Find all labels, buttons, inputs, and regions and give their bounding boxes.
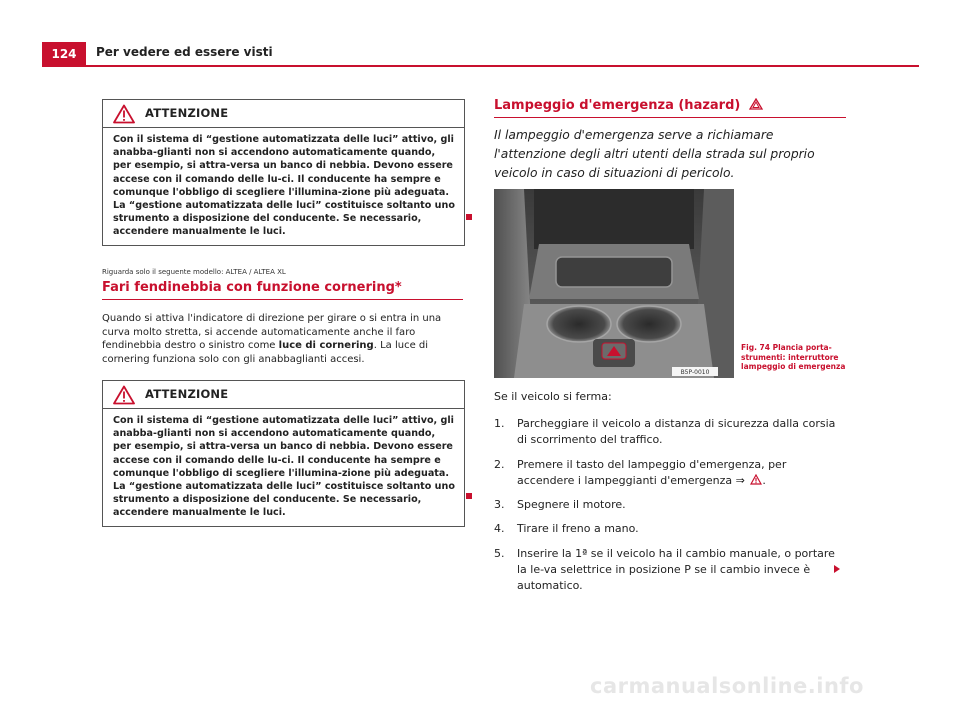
warning-triangle-icon bbox=[750, 474, 762, 485]
step-text-wrap: Premere il tasto del lampeggio d'emergenza, per accendere i lampeggianti d'emergenza ⇒ . bbox=[517, 458, 787, 487]
page-number: 124 bbox=[42, 42, 86, 66]
step-number: 1. bbox=[494, 417, 505, 430]
cornering-paragraph bbox=[102, 312, 464, 366]
cornering-text-start: Quando si attiva l'indicatore di direzione per girare o si entra in una curva molto stretta, si accende automaticamente anche il faro fendinebbia destro o sinistro come bbox=[102, 313, 442, 352]
hazard-title-text: Lampeggio d'emergenza (hazard) bbox=[494, 98, 741, 113]
step-number: 3. bbox=[494, 498, 505, 511]
warning-text: Con il sistema di “gestione automatizzata delle luci” attivo, gli anabba-glianti non si accendono automaticamente quando, per esempio, si attra-versa un banco di nebbia. Devono essere accese con il comando delle lu-ci. Il conducente ha sempre e comunque l'obbligo di scegliere l'illumina-zione più adeguata. La “gestione automatizzata delle luci” costituisce soltanto uno strumento a disposizione del conducente. Se necessario, accendere manualmente le luci. bbox=[113, 134, 455, 238]
step-text: Spegnere il motore. bbox=[517, 498, 626, 511]
step-number: 2. bbox=[494, 458, 505, 471]
section-title-rule bbox=[494, 117, 846, 118]
steps-intro: Se il veicolo si ferma: bbox=[494, 390, 612, 403]
list-item bbox=[494, 416, 844, 448]
hazard-intro: Il lampeggio d'emergenza serve a richiamare l'attenzione degli altri utenti della strada sul proprio veicolo in caso di situazioni di pericolo. bbox=[494, 128, 815, 180]
warning-title: ATTENZIONE bbox=[145, 387, 229, 401]
warning-box bbox=[102, 380, 465, 527]
warning-triangle-icon bbox=[113, 385, 135, 405]
step-text: Inserire la 1ª se il veicolo ha il cambio manuale, o portare la le-va selettrice in posizione P se il cambio invece è automatico. bbox=[517, 547, 835, 592]
warning-header bbox=[103, 100, 464, 128]
list-item bbox=[494, 546, 844, 594]
step-number: 4. bbox=[494, 522, 505, 535]
figure-code: B5P-0010 bbox=[680, 369, 710, 376]
warning-text: Con il sistema di “gestione automatizzata delle luci” attivo, gli anabba-glianti non si accendono automaticamente quando, per esempio, si attra-versa un banco di nebbia. Devono essere accese con il comando delle lu-ci. Il conducente ha sempre e comunque l'obbligo di scegliere l'illumina-zione più adeguata. La “gestione automatizzata delle luci” costituisce soltanto uno strumento a disposizione del conducente. Se necessario, accendere manualmente le luci. bbox=[113, 415, 455, 519]
step-text: Premere il tasto del lampeggio d'emergenza, per accendere i lampeggianti d'emergenza ⇒ bbox=[517, 458, 787, 487]
section-end-icon bbox=[466, 493, 472, 499]
hazard-triangle-icon bbox=[749, 98, 763, 110]
warning-box bbox=[102, 99, 465, 246]
section-title-cornering: Fari fendinebbia con funzione cornering* bbox=[102, 280, 402, 295]
cornering-text-bold: luce di cornering bbox=[278, 340, 374, 352]
section-title-hazard bbox=[494, 98, 763, 113]
list-item bbox=[494, 521, 844, 537]
warning-title: ATTENZIONE bbox=[145, 106, 229, 120]
warning-triangle-icon bbox=[113, 104, 135, 124]
continue-arrow-icon bbox=[834, 565, 840, 573]
hazard-switch-photo bbox=[494, 189, 734, 378]
section-end-icon bbox=[466, 214, 472, 220]
list-item bbox=[494, 457, 844, 489]
section-title-rule bbox=[102, 299, 463, 300]
figure-caption: Fig. 74 Plancia porta-strumenti: interruttore lampeggio di emergenza bbox=[741, 343, 846, 371]
watermark: carmanualsonline.info bbox=[590, 674, 864, 698]
cornering-text-end: . La luce di cornering funziona solo con gli anabbaglianti accesi. bbox=[102, 340, 429, 365]
applies-to-note: Riguarda solo il seguente modello: ALTEA / ALTEA XL bbox=[102, 268, 286, 276]
step-text: Tirare il freno a mano. bbox=[517, 522, 639, 535]
step-text: Parcheggiare il veicolo a distanza di sicurezza dalla corsia di scorrimento del traffico. bbox=[517, 417, 836, 446]
step-number: 5. bbox=[494, 547, 505, 560]
header-rule bbox=[42, 65, 919, 67]
warning-header bbox=[103, 381, 464, 409]
running-head: Per vedere ed essere visti bbox=[96, 45, 273, 59]
list-item bbox=[494, 497, 844, 513]
